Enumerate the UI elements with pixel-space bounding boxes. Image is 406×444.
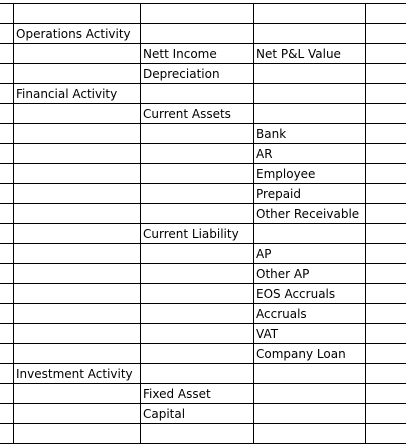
- cell-c3[interactable]: [254, 84, 366, 104]
- cell-c4[interactable]: [366, 204, 406, 224]
- cell-c4[interactable]: [366, 64, 406, 84]
- cell-c2[interactable]: [141, 324, 254, 344]
- cell-c0[interactable]: [0, 104, 14, 124]
- cell-c1[interactable]: [14, 384, 141, 404]
- cell-c3[interactable]: [254, 104, 366, 124]
- cell-c0[interactable]: [0, 244, 14, 264]
- table-row: [0, 224, 406, 244]
- cell-c0[interactable]: [0, 404, 14, 424]
- table-row: [0, 324, 406, 344]
- cell-c1[interactable]: [14, 64, 141, 84]
- cell-c1[interactable]: [14, 404, 141, 424]
- cell-c3[interactable]: Other Receivable: [254, 204, 366, 224]
- cell-c2[interactable]: [141, 24, 254, 44]
- table-row: [0, 304, 406, 324]
- cell-c3[interactable]: [254, 364, 366, 384]
- cell-c0[interactable]: [0, 264, 14, 284]
- cell-c1[interactable]: Operations Activity: [14, 24, 141, 44]
- cell-c0[interactable]: [0, 124, 14, 144]
- cell-c1[interactable]: [14, 224, 141, 244]
- cell-c4[interactable]: [366, 244, 406, 264]
- cell-c2[interactable]: [141, 164, 254, 184]
- cell-c4[interactable]: [366, 264, 406, 284]
- cell-c0[interactable]: [0, 44, 14, 64]
- table-row: [0, 44, 406, 64]
- cell-c2[interactable]: Capital: [141, 404, 254, 424]
- cell-c1[interactable]: Investment Activity: [14, 364, 141, 384]
- cell-c4[interactable]: [366, 224, 406, 244]
- table-row: [0, 124, 406, 144]
- cell-c0[interactable]: [0, 4, 14, 24]
- table-row: [0, 184, 406, 204]
- cell-c1[interactable]: [14, 164, 141, 184]
- cell-c0[interactable]: [0, 304, 14, 324]
- cell-c3[interactable]: [254, 64, 366, 84]
- cell-c1[interactable]: [14, 344, 141, 364]
- cell-c2[interactable]: Depreciation: [141, 64, 254, 84]
- cell-c1[interactable]: [14, 124, 141, 144]
- cell-c3[interactable]: [254, 4, 366, 24]
- cell-c4[interactable]: [366, 404, 406, 424]
- cell-c2[interactable]: [141, 364, 254, 384]
- cell-c4[interactable]: [366, 84, 406, 104]
- cell-c2[interactable]: Nett Income: [141, 44, 254, 64]
- cell-c3[interactable]: Net P&L Value: [254, 44, 366, 64]
- table-row: [0, 244, 406, 264]
- cell-c2[interactable]: [141, 264, 254, 284]
- cell-c0[interactable]: [0, 224, 14, 244]
- cell-c0[interactable]: [0, 384, 14, 404]
- cell-c3[interactable]: AP: [254, 244, 366, 264]
- cell-c4[interactable]: [366, 104, 406, 124]
- table-row: [0, 204, 406, 224]
- table-row: [0, 264, 406, 284]
- table-row: [0, 384, 406, 404]
- cell-c4[interactable]: [366, 24, 406, 44]
- cell-c2[interactable]: [141, 144, 254, 164]
- cell-c0[interactable]: [0, 84, 14, 104]
- cell-c1[interactable]: [14, 324, 141, 344]
- cell-c0[interactable]: [0, 284, 14, 304]
- cell-c3[interactable]: [254, 24, 366, 44]
- cell-c0[interactable]: [0, 24, 14, 44]
- cell-c0[interactable]: [0, 344, 14, 364]
- table-row: [0, 4, 406, 24]
- cell-c1[interactable]: Financial Activity: [14, 84, 141, 104]
- table-row: [0, 104, 406, 124]
- cell-c1[interactable]: [14, 424, 141, 444]
- table-row: [0, 424, 406, 444]
- cell-c1[interactable]: [14, 104, 141, 124]
- table-row: [0, 404, 406, 424]
- cell-c4[interactable]: [366, 4, 406, 24]
- cell-c2[interactable]: [141, 284, 254, 304]
- cell-c3[interactable]: VAT: [254, 324, 366, 344]
- cell-c0[interactable]: [0, 324, 14, 344]
- cell-c4[interactable]: [366, 384, 406, 404]
- cell-c0[interactable]: [0, 364, 14, 384]
- table-row: [0, 344, 406, 364]
- cell-c1[interactable]: [14, 4, 141, 24]
- cell-c4[interactable]: [366, 324, 406, 344]
- cell-c2[interactable]: [141, 304, 254, 324]
- cell-c1[interactable]: [14, 244, 141, 264]
- table-row: [0, 84, 406, 104]
- cell-c4[interactable]: [366, 424, 406, 444]
- cell-c1[interactable]: [14, 144, 141, 164]
- cell-c2[interactable]: [141, 184, 254, 204]
- cell-c2[interactable]: [141, 204, 254, 224]
- table-row: [0, 144, 406, 164]
- cell-c0[interactable]: [0, 144, 14, 164]
- cell-c4[interactable]: [366, 304, 406, 324]
- cell-c1[interactable]: [14, 284, 141, 304]
- cell-c2[interactable]: Current Liability: [141, 224, 254, 244]
- cell-c3[interactable]: Other AP: [254, 264, 366, 284]
- cell-c3[interactable]: Employee: [254, 164, 366, 184]
- cell-c1[interactable]: [14, 184, 141, 204]
- table-row: [0, 24, 406, 44]
- cell-c1[interactable]: [14, 304, 141, 324]
- cell-c4[interactable]: [366, 284, 406, 304]
- cell-c4[interactable]: [366, 164, 406, 184]
- cell-c0[interactable]: [0, 164, 14, 184]
- cell-c1[interactable]: [14, 204, 141, 224]
- cell-c3[interactable]: Bank: [254, 124, 366, 144]
- cell-c3[interactable]: Prepaid: [254, 184, 366, 204]
- table-row: [0, 364, 406, 384]
- cell-c3[interactable]: Company Loan: [254, 344, 366, 364]
- cell-c2[interactable]: [141, 84, 254, 104]
- cell-c4[interactable]: [366, 364, 406, 384]
- cell-c3[interactable]: [254, 384, 366, 404]
- cell-c4[interactable]: [366, 184, 406, 204]
- cell-c3[interactable]: [254, 404, 366, 424]
- cell-c3[interactable]: Accruals: [254, 304, 366, 324]
- cell-c2[interactable]: Fixed Asset: [141, 384, 254, 404]
- cell-c4[interactable]: [366, 144, 406, 164]
- cell-c2[interactable]: [141, 424, 254, 444]
- cell-c0[interactable]: [0, 184, 14, 204]
- table-row: [0, 164, 406, 184]
- cell-c4[interactable]: [366, 344, 406, 364]
- cell-c3[interactable]: [254, 424, 366, 444]
- cell-c1[interactable]: [14, 44, 141, 64]
- cell-c4[interactable]: [366, 44, 406, 64]
- table-row: [0, 64, 406, 84]
- cell-c2[interactable]: [141, 244, 254, 264]
- cell-c2[interactable]: Current Assets: [141, 104, 254, 124]
- cell-c3[interactable]: [254, 224, 366, 244]
- cell-c4[interactable]: [366, 124, 406, 144]
- cell-c2[interactable]: [141, 344, 254, 364]
- cell-c1[interactable]: [14, 264, 141, 284]
- cell-c3[interactable]: AR: [254, 144, 366, 164]
- cell-c0[interactable]: [0, 64, 14, 84]
- table-row: [0, 284, 406, 304]
- cell-c0[interactable]: [0, 424, 14, 444]
- cell-c0[interactable]: [0, 204, 14, 224]
- cell-c2[interactable]: [141, 4, 254, 24]
- cell-c3[interactable]: EOS Accruals: [254, 284, 366, 304]
- cell-c2[interactable]: [141, 124, 254, 144]
